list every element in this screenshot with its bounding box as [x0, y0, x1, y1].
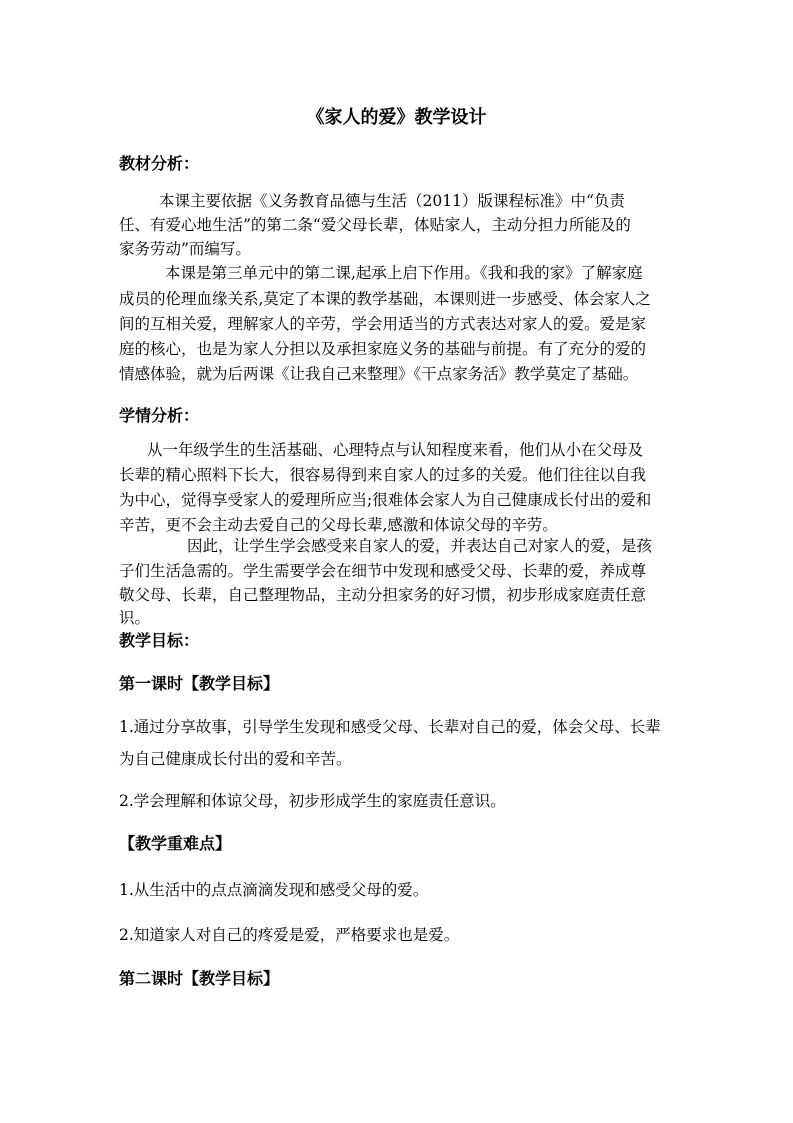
paragraph-line: 为中心，觉得享受家人的爱理所应当;很难体会家人为自己健康成长付出的爱和 — [119, 491, 652, 509]
key-point-item: 2.知道家人对自己的疼爱是爱，严格要求也是爱。 — [119, 926, 460, 944]
paragraph-line: 子们生活急需的。学生需要学会在细节中发现和感受父母、长辈的爱，养成尊 — [119, 562, 647, 580]
goal-item: 2.学会理解和体谅父母，初步形成学生的家庭责任意识。 — [119, 792, 506, 810]
paragraph-line: 长辈的精心照料下长大，很容易得到来自家人的过多的关爱。他们往往以自我 — [119, 466, 647, 484]
paragraph-line: 间的互相关爱，理解家人的辛劳，学会用适当的方式表达对家人的爱。爱是家 — [119, 315, 647, 333]
paragraph-line: 情感体验，就为后两课《让我自己来整理》《干点家务活》教学莫定了基础。 — [119, 365, 639, 383]
paragraph-line: 因此，让学生学会感受来自家人的爱，并表达自己对家人的爱，是孩 — [187, 537, 653, 555]
lesson1-goals-heading: 第一课时【教学目标】 — [119, 674, 280, 693]
goal-item: 1.通过分享故事，引导学生发现和感受父母、长辈对自己的爱，体会父母、长辈 — [119, 718, 661, 736]
key-points-heading: 【教学重难点】 — [119, 834, 232, 853]
paragraph-line: 从一年级学生的生活基础、心理特点与认知程度来看，他们从小在父母及 — [147, 441, 644, 459]
student-analysis-heading: 学情分析： — [119, 406, 200, 425]
paragraph-line: 辛苦，更不会主动去爱自己的父母长辈,感激和体谅父母的辛劳。 — [119, 516, 558, 534]
goal-item: 为自己健康成长付出的爱和辛苦。 — [119, 750, 352, 768]
teaching-goals-heading: 教学目标： — [119, 631, 200, 650]
paragraph-line: 家务劳动”而编写。 — [119, 240, 251, 258]
document-title: 《家人的爱》教学设计 — [306, 107, 487, 128]
material-analysis-heading: 教材分析： — [119, 154, 200, 173]
paragraph-line: 本课是第三单元中的第二课,起承上启下作用。《我和我的家》了解家庭 — [165, 264, 643, 282]
paragraph-line: 任、有爱心地生活”的第二条“爱父母长辈，体贴家人，主动分担力所能及的 — [119, 216, 631, 234]
paragraph-line: 庭的核心，也是为家人分担以及承担家庭义务的基础与前提。有了充分的爱的 — [119, 340, 647, 358]
key-point-item: 1.从生活中的点点滴滴发现和感受父母的爱。 — [119, 881, 429, 899]
paragraph-line: 成员的伦理血缘关系,莫定了本课的教学基础，本课则进一步感受、体会家人之 — [119, 290, 651, 308]
lesson2-goals-heading: 第二课时【教学目标】 — [119, 969, 280, 988]
paragraph-line: 本课主要依据《义务教育品德与生活（2011）版课程标准》中“负责 — [159, 192, 625, 210]
paragraph-line: 敬父母、长辈，自己整理物品，主动分担家务的好习惯，初步形成家庭责任意 — [119, 586, 647, 604]
paragraph-line: 识。 — [119, 609, 151, 627]
